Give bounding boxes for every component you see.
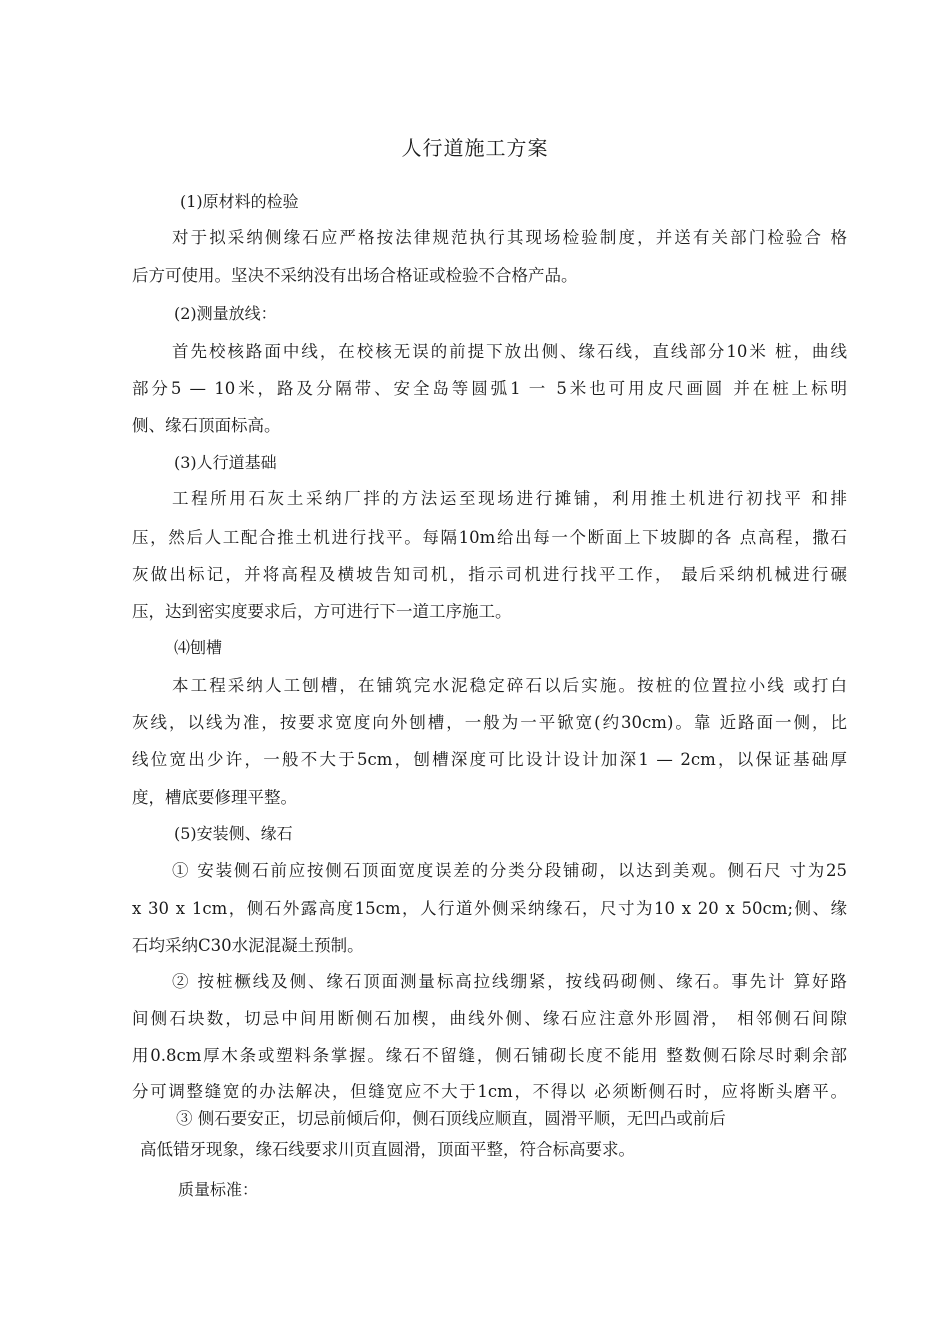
paragraph-line: 分可调整缝宽的办法解决，但缝宽应不大于1cm，不得以 必须断侧石时，应将断头磨平。 bbox=[132, 1082, 847, 1101]
paragraph-line: 首先校核路面中线，在校核无误的前提下放出侧、缘石线，直线部分10米 桩，曲线 bbox=[172, 342, 847, 361]
paragraph-line: 灰做出标记，并将高程及横坡告知司机，指示司机进行找平工作， 最后采纳机械进行碾 bbox=[132, 565, 847, 584]
paragraph-line: 高低错牙现象，缘石线要求川页直圆滑，顶面平整，符合标高要求。 bbox=[140, 1140, 635, 1159]
section-heading: (2)测量放线： bbox=[174, 304, 277, 323]
paragraph-line: x 30 x 1cm，侧石外露高度15cm，人行道外侧采纳缘石，尺寸为10 x 20 x 50cm;侧、缘 bbox=[132, 899, 847, 918]
quality-standard-heading: 质量标准： bbox=[178, 1180, 259, 1199]
paragraph-line: 石均采纳C30水泥混凝土预制。 bbox=[132, 936, 364, 955]
paragraph-line: 灰线，以线为准，按要求宽度向外刨槽，一般为一平锨宽(约30cm)。靠 近路面一侧，比 bbox=[132, 713, 847, 732]
paragraph-line: 后方可使用。坚决不采纳没有出场合格证或检验不合格产品。 bbox=[132, 266, 578, 285]
paragraph-line: ③ 侧石要安正，切忌前倾后仰，侧石顶线应顺直，圆滑平顺，无凹凸或前后 bbox=[176, 1109, 726, 1128]
paragraph-line: ① 安装侧石前应按侧石顶面宽度误差的分类分段铺砌，以达到美观。侧石尺 寸为25 bbox=[172, 861, 847, 880]
paragraph-line: 部分5 — 10米，路及分隔带、安全岛等圆弧1 一 5米也可用皮尺画圆 并在桩上标明 bbox=[132, 379, 847, 398]
section-heading: ⑷刨槽 bbox=[174, 638, 223, 657]
paragraph-line: 间侧石块数，切忌中间用断侧石加楔，曲线外侧、缘石应注意外形圆滑， 相邻侧石间隙 bbox=[132, 1009, 847, 1028]
paragraph-line: 本工程采纳人工刨槽，在铺筑完水泥稳定碎石以后实施。按桩的位置拉小线 或打白 bbox=[172, 676, 847, 695]
paragraph-line: 压，然后人工配合推土机进行找平。每隔10m给出每一个断面上下坡脚的各 点高程，撒石 bbox=[132, 528, 847, 547]
paragraph-line: 压，达到密实度要求后，方可进行下一道工序施工。 bbox=[132, 602, 512, 621]
section-heading: (1)原材料的检验 bbox=[180, 192, 299, 211]
section-heading: (5)安装侧、缘石 bbox=[174, 824, 293, 843]
paragraph-line: 对于拟采纳侧缘石应严格按法律规范执行其现场检验制度，并送有关部门检验合 格 bbox=[172, 228, 847, 247]
paragraph-line: 用0.8cm厚木条或塑料条掌握。缘石不留缝，侧石铺砌长度不能用 整数侧石除尽时剩余部 bbox=[132, 1046, 847, 1065]
paragraph-line: 工程所用石灰土采纳厂拌的方法运至现场进行摊铺，利用推土机进行初找平 和排 bbox=[172, 489, 847, 508]
section-heading: (3)人行道基础 bbox=[174, 453, 277, 472]
page-title: 人行道施工方案 bbox=[401, 136, 549, 160]
paragraph-line: 侧、缘石顶面标高。 bbox=[132, 416, 281, 435]
paragraph-line: ② 按桩橛线及侧、缘石顶面测量标高拉线绷紧，按线码砌侧、缘石。事先计 算好路 bbox=[172, 972, 847, 991]
paragraph-line: 度，槽底要修理平整。 bbox=[132, 788, 297, 807]
paragraph-line: 线位宽出少许，一般不大于5cm，刨槽深度可比设计设计加深1 — 2cm，以保证基础厚 bbox=[132, 750, 847, 769]
